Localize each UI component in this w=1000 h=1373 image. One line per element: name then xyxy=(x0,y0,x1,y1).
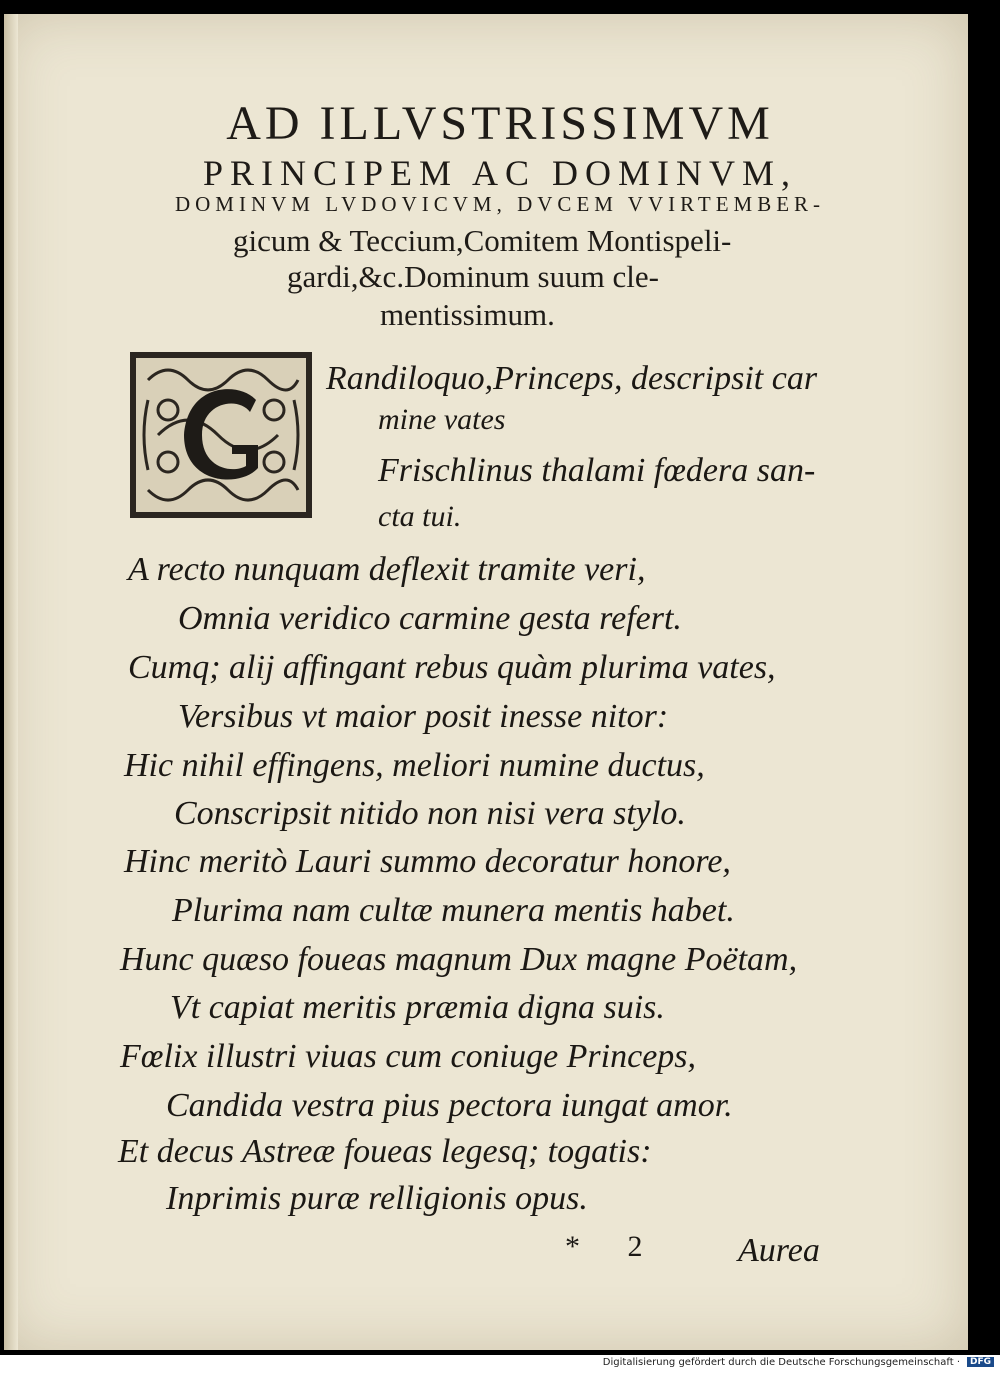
verse-line: Randiloquo,Princeps, descripsit car xyxy=(326,360,818,397)
verse-line: Fœlix illustri viuas cum coniuge Princeps, xyxy=(120,1038,697,1075)
heading-line-5: gardi,&c.Dominum suum cle- xyxy=(287,259,659,294)
funding-note: Digitalisierung gefördert durch die Deutsche Forschungsgemeinschaft · xyxy=(602,1357,960,1368)
catchword: Aurea xyxy=(738,1232,820,1269)
verse-line: Hinc meritò Lauri summo decoratur honore, xyxy=(124,843,731,880)
dfg-logo: DFG xyxy=(967,1357,994,1367)
verse-line: cta tui. xyxy=(378,500,462,533)
signature-mark: * 2 xyxy=(565,1230,643,1263)
verse-line: mine vates xyxy=(378,403,506,436)
verse-line: Inprimis puræ relligionis opus. xyxy=(166,1180,588,1217)
verse-line: Et decus Astreæ foueas legesq; togatis: xyxy=(118,1133,652,1170)
verse-line: Frischlinus thalami fœdera san- xyxy=(378,452,816,489)
verse-line: A recto nunquam deflexit tramite veri, xyxy=(128,551,646,588)
verse-line: Hunc quæso foueas magnum Dux magne Poëtam, xyxy=(120,941,798,978)
footer-bar xyxy=(0,1355,1000,1373)
verse-line: Hic nihil effingens, meliori numine ductus, xyxy=(124,747,705,784)
verse-line: Plurima nam cultæ munera mentis habet. xyxy=(172,892,735,929)
decorated-initial-g-icon xyxy=(128,350,314,520)
verse-line: Omnia veridico carmine gesta refert. xyxy=(178,600,682,637)
heading-line-4: gicum & Teccium,Comitem Montispeli- xyxy=(233,223,732,258)
heading-line-1: AD ILLVSTRISSIMVM xyxy=(226,97,774,150)
heading-line-6: mentissimum. xyxy=(380,297,555,332)
verse-line: Conscripsit nitido non nisi vera stylo. xyxy=(174,795,686,832)
verse-line: Candida vestra pius pectora iungat amor. xyxy=(166,1087,733,1124)
verse-line: Cumq; alij affingant rebus quàm plurima vates, xyxy=(128,649,776,686)
verse-line: Versibus vt maior posit inesse nitor: xyxy=(178,698,669,735)
heading-line-3: DOMINVM LVDOVICVM, DVCEM VVIRTEMBER- xyxy=(174,192,826,216)
heading-line-2: PRINCIPEM AC DOMINVM, xyxy=(202,153,798,193)
verse-line: Vt capiat meritis præmia digna suis. xyxy=(170,989,665,1026)
